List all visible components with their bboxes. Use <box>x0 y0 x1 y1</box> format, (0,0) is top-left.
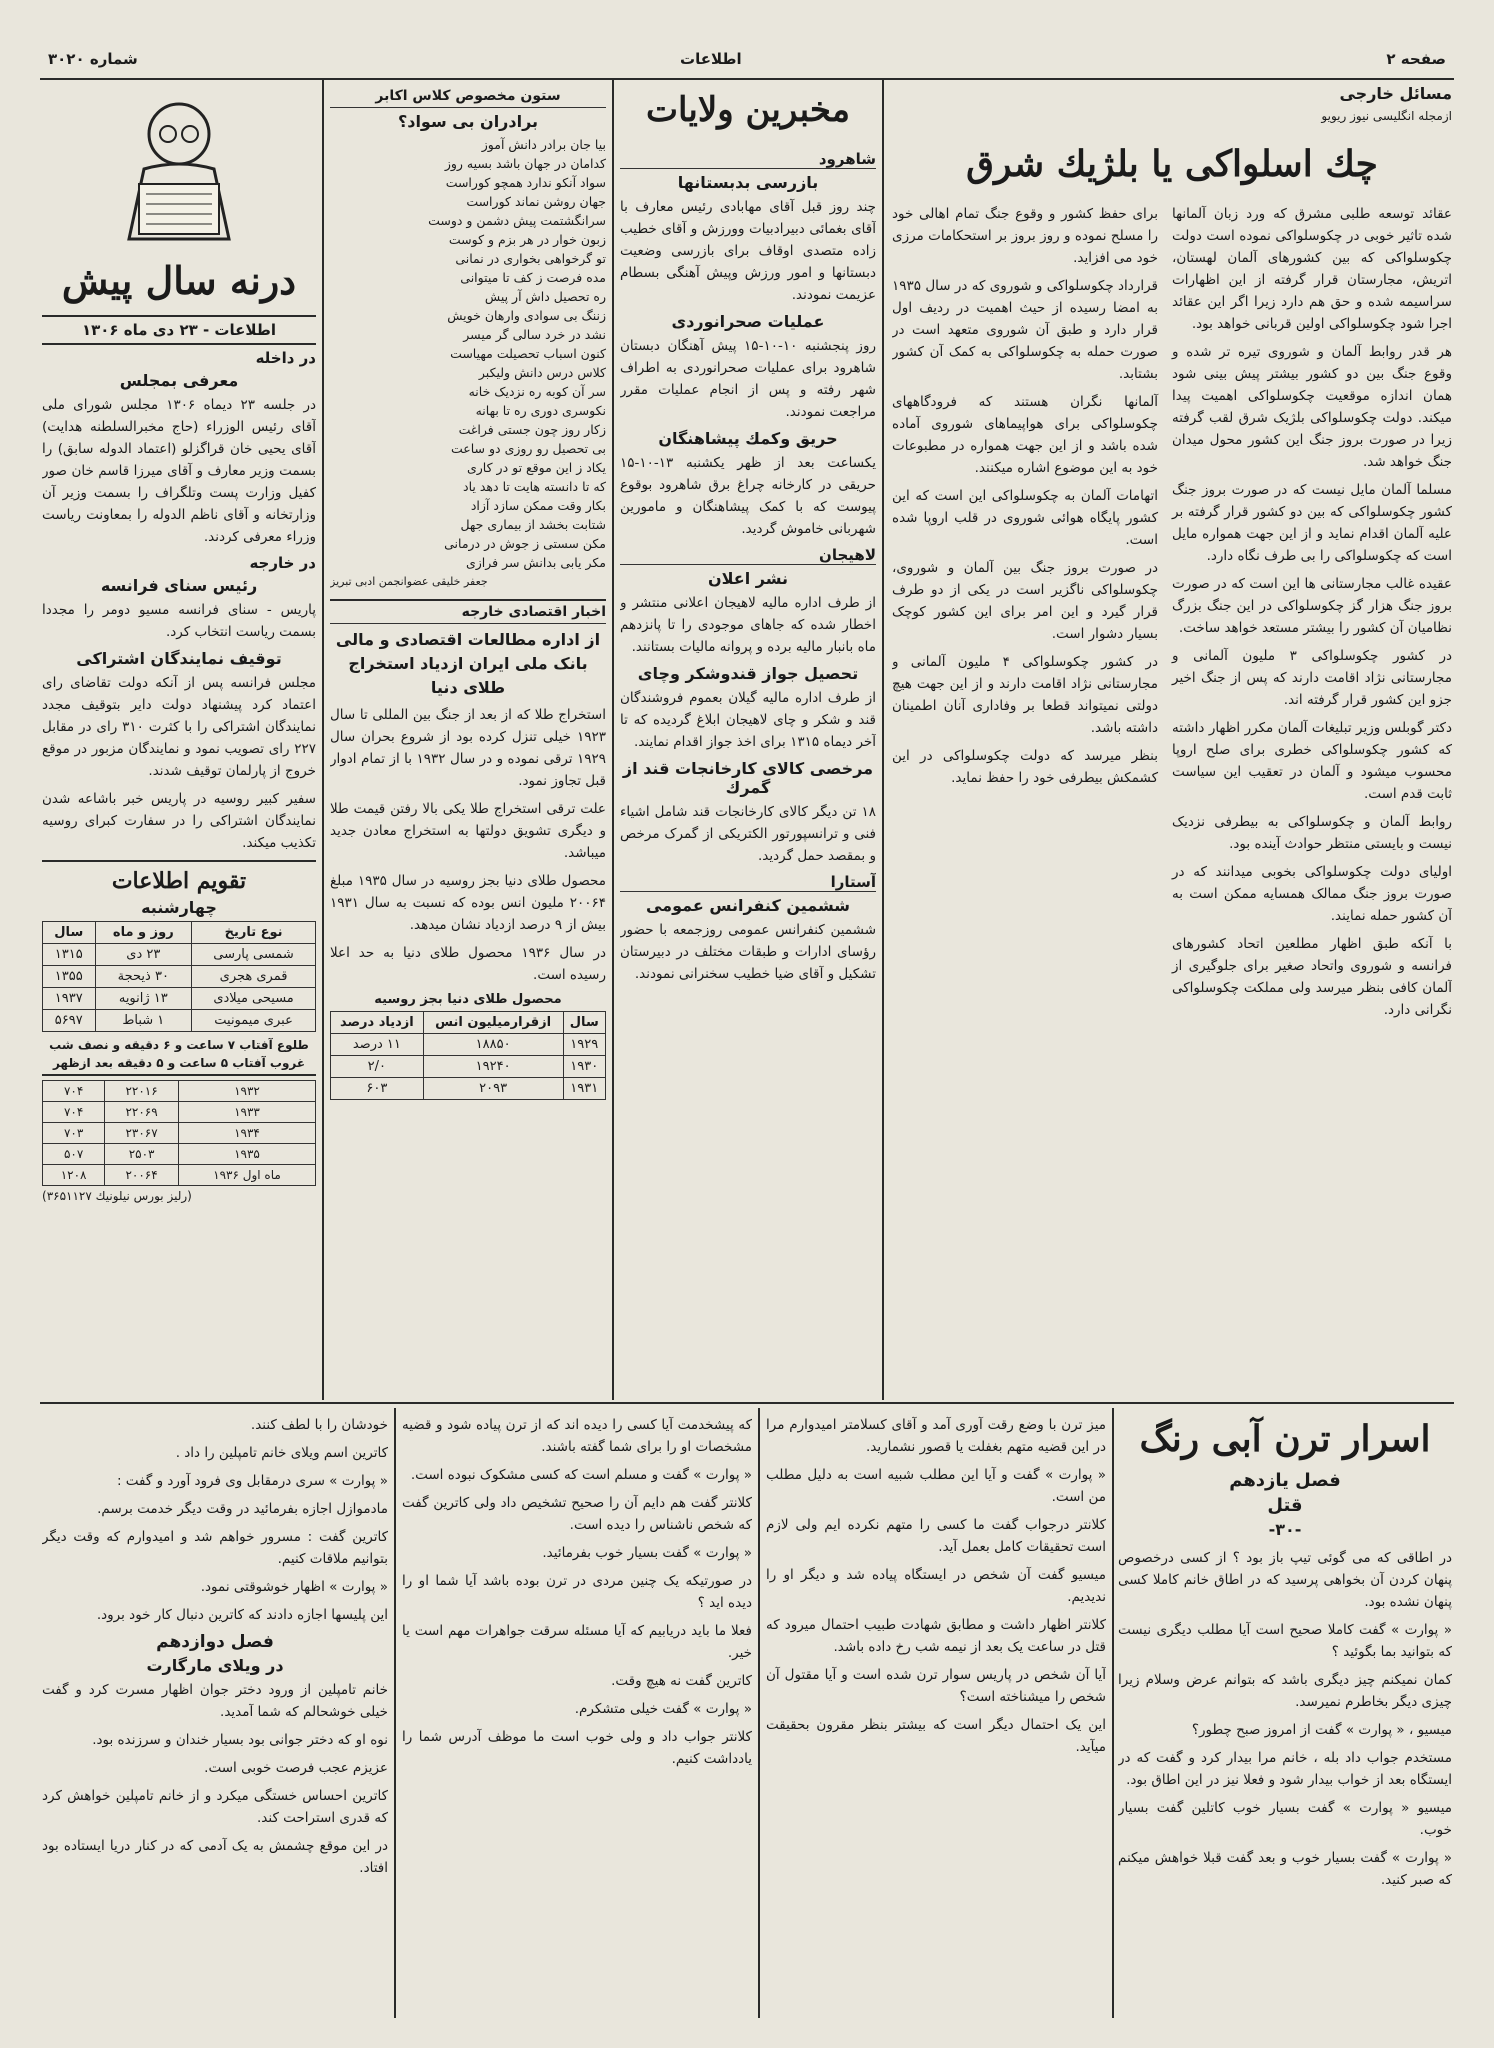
paragraph: اتهامات آلمان به چکوسلواکی این است که این کشور پایگاه هوائی شوروی در قلب اروپا شده است. <box>892 488 1158 548</box>
paragraph: بنظر میرسد که دولت چکوسلواکی در این کشمکش بیطرفی خود را حفظ نماید. <box>892 748 1158 786</box>
article-body-left <box>892 203 1158 1027</box>
gold-table <box>330 1011 606 1100</box>
paragraph: میز ترن با وضع رقت آوری آمد و آقای کسلامتر امیدوارم مرا در این قضیه متهم بغفلت یا قصور نشمارید. <box>766 1417 1106 1455</box>
sunset-line: غروب آفتاب ۵ ساعت و ۵ دقیقه بعد ازظهر <box>42 1056 316 1076</box>
poem-line: زبون خوار در هر بزم و کوست <box>448 232 606 247</box>
paragraph: عقیده غالب مجارستانی ها این است که در صورت بروز جنگ هزار گز چکوسلواکی در این جنگ بزرگ نظامیان آن کشور را بیشتر مستعد خواهد ساخت. <box>1172 576 1452 636</box>
column-title: ستون مخصوص کلاس اکابر <box>330 88 606 108</box>
cell: ۲/۰ <box>331 1056 424 1078</box>
table-row <box>331 1078 606 1100</box>
cell: ۷۰۴ <box>43 1081 105 1102</box>
poem-line: یکاد ز این موقع تو در کاری <box>466 460 606 475</box>
section-heading: در داخله <box>255 349 316 367</box>
poem-line: کلاس درس دانش ولیکبر <box>478 365 606 380</box>
paragraph: هر قدر روابط آلمان و شوروی تیره تر شده و وقوع جنگ بین دو کشور بیشتر پیش بینی شود همان اندازه موقعیت چکوسلواکی اهمیت پیدا میکند. دولت چکوسلواکی بلژیک شرق لقب گرفته زیرا در صورت بروز جنگ این کشور محول میدان جنگ خواهد شد. <box>1172 344 1452 470</box>
poem-line: تو گرخواهی بخواری در نمانی <box>455 251 606 266</box>
paragraph: فعلا ما باید دریابیم که آیا مسئله سرقت جواهرات مهم است یا خیر. <box>402 1623 752 1661</box>
cell: ۲۳ دی <box>95 944 192 966</box>
paragraph: با آنکه طبق اظهار مطلعین اتحاد کشورهای فرانسه و شوروی واتحاد صغیر برای جلوگیری از آلمان کافی بنظر میرسد ولی مملکت چکوسلواکی نگرانی دارد. <box>1172 936 1452 1018</box>
cell: ۷۰۴ <box>43 1102 105 1123</box>
news-heading: حریق وکمك پیشاهنگان <box>658 429 838 448</box>
paragraph: کلانتر اظهار داشت و مطابق شهادت طبیب احتمال میرود که قتل در ساعت یک بعد از نیمه شب رخ داده باشد. <box>766 1617 1106 1655</box>
paragraph: خودشان را با لطف کنند. <box>250 1417 388 1433</box>
chapter-label: فصل یازدهم <box>1229 1470 1341 1491</box>
paragraph: علت ترقی استخراج طلا یکی بالا رفتن قیمت طلا و دیگری تشویق دولتها به استخراج معادن جدید میباشد. <box>330 801 606 861</box>
econ-title: از اداره مطالعات اقتصادی و مالی بانک ملی ایران ازدیاد استخراج طلای دنیا <box>335 630 601 697</box>
cell: ۵۶۹۷ <box>43 1010 96 1032</box>
poem-line: بکار وقت ممکن سازد آزاد <box>470 498 606 513</box>
paragraph: روابط آلمان و چکوسلواکی به بیطرفی نزدیک نیست و بایستی منتظر حوادث آینده بود. <box>1172 814 1452 852</box>
paragraph: در این موقع چشمش به یک آدمی که در کنار دریا ایستاده بود افتاد. <box>42 1838 388 1876</box>
paragraph: دکتر گوبلس وزیر تبلیغات آلمان مکرر اظهار داشته که کشور چکوسلواکی خطری برای صلح اروپا محسوب میشود و آلمان در تعقیب این سیاست ثابت قدم است. <box>1172 720 1452 802</box>
poem-line: زننگ بی سوادی وارهان خویش <box>447 308 606 323</box>
section-label: مسائل خارجی <box>1339 84 1452 103</box>
poem-line: سر آن کوبه ره نزدیک خانه <box>468 384 606 399</box>
installment-number: -۳۰- <box>1268 1520 1302 1539</box>
cell: ۱۸۸۵۰ <box>423 1034 563 1056</box>
poem-line: که تا دانسته هایت تا دهد یاد <box>463 479 606 494</box>
news-heading: مرخصی کالای کارخانجات قند از گمرك <box>622 759 874 797</box>
cell: ۳۰ ذیحجة <box>95 966 192 988</box>
paragraph: کلانتر درجواب گفت ما کسی را متهم نکرده ایم ولی لازم است تحقیقات کامل بعمل آید. <box>766 1517 1106 1555</box>
paragraph: آیا آن شخص در پاریس سوار ترن شده است و آیا مقتول آن شخص را میشناخته است؟ <box>766 1667 1106 1705</box>
poem-line: نکوسری دوری ره تا بهانه <box>475 403 606 418</box>
table-row <box>43 1102 316 1123</box>
paragraph: از طرف اداره مالیه لاهیجان اعلانی منتشر و اخطار شده که جاهای موجودی را تا پانزدهم ماه بانبار مالیه برده و پروانه مالیات بستانند. <box>620 595 876 655</box>
paragraph: در اطاقی که می گوئی تیپ باز بود ؟ از کسی درخصوص پنهان کردن آن بخواهی پرسید که در اطاق خانم کاملا کسی پنهان نشده بود. <box>1118 1550 1452 1610</box>
paragraph: کاترین احساس خستگی میکرد و از خانم تامپلین خواهش کرد که قدری استراحت کند. <box>42 1788 388 1826</box>
header-cell: نوع تاریخ <box>192 922 316 944</box>
news-heading: ششمین کنفرانس عمومی <box>645 896 850 915</box>
paragraph: « پوارت » گفت خیلی متشکرم. <box>574 1701 752 1717</box>
issue-number: شماره ۳۰۲۰ <box>48 50 138 68</box>
paragraph: « پوارت » اظهار خوشوقتی نمود. <box>200 1579 388 1595</box>
header-cell: روز و ماه <box>95 922 192 944</box>
cell: عبری میمونیت <box>192 1010 316 1032</box>
cell: ۱۹۳۲ <box>178 1081 315 1102</box>
serial-col-4 <box>42 1414 388 2016</box>
poem-line: جهان روشن نماند کوراست <box>466 194 606 209</box>
poem-line: سرانگشتمت پیش دشمن و دوست <box>428 213 606 228</box>
paragraph: محصول طلای دنیا بجز روسیه در سال ۱۹۳۵ مبلغ ۲۰۰۶۴ ملیون انس بوده که نسبت به سال ۱۹۳۱ بیش از ۹ درصد ازدیاد نشان میدهد. <box>330 873 606 933</box>
table-row <box>331 1056 606 1078</box>
econ-label: اخبار اقتصادی خارجه <box>330 599 606 624</box>
paragraph: « پوارت » سری درمقابل وی فرود آورد و گفت : <box>116 1473 388 1489</box>
foreign-affairs-column <box>892 84 1452 1394</box>
provinces-column <box>620 84 876 1394</box>
paragraph: میسیو گفت آن شخص در ایستگاه پیاده شد و دیگر او را ندیدیم. <box>766 1567 1106 1605</box>
cell: ۲۳۰۶۷ <box>105 1123 179 1144</box>
news-heading: رئیس سنای فرانسه <box>100 576 258 595</box>
poem-author: جعفر خلیقی عضوانجمن ادبی تبریز <box>330 575 488 588</box>
news-heading: نشر اعلان <box>707 569 789 588</box>
poem-line: زکار روز چون جستی فراغت <box>458 422 606 437</box>
classes-column <box>330 84 606 1394</box>
cell: ۲۲۰۱۶ <box>105 1081 179 1102</box>
poem-line: مده فرصت ز کف تا میتوانی <box>460 270 606 285</box>
header-cell: سال <box>563 1012 605 1034</box>
serial-col-3 <box>402 1414 752 2016</box>
cell: ماه اول ۱۹۳۶ <box>178 1165 315 1186</box>
cell: ۱۳۱۵ <box>43 944 96 966</box>
paragraph: خانم تامپلین از ورود دختر جوان اظهار مسرت کرد و گفت خیلی خوشحالم که شما آمدید. <box>42 1682 388 1720</box>
paragraph: ششمین کنفرانس عمومی روزجمعه با حضور رؤسای ادارات و طبقات مختلف در دبیرستان تشکیل و آقای ضیا خطیب سخنرانی نمودند. <box>620 922 876 982</box>
poem-line: سواد آنکو ندارد همچو کوراست <box>445 175 606 190</box>
cell: ۱۹۲۴۰ <box>423 1056 563 1078</box>
city-heading: لاهیجان <box>620 546 876 565</box>
stock-table <box>42 1080 316 1186</box>
serial-col-2 <box>766 1414 1106 2016</box>
news-heading: عملیات صحرانوردی <box>671 312 825 331</box>
paragraph: پاریس - سنای فرانسه مسیو دومر را مجددا بسمت ریاست انتخاب کرد. <box>42 602 316 640</box>
cell: ۲۰۰۶۴ <box>105 1165 179 1186</box>
paragraph: استخراج طلا که از بعد از جنگ بین المللی تا سال ۱۹۲۳ خیلی تنزل کرده بود از شروع بحران سال ۱۹۲۹ ترقی نموده و در سال ۱۹۳۲ با از تمام ادوار قبل تجاوز نمود. <box>330 707 606 789</box>
paragraph: کاترین اسم ویلای خانم تامپلین را داد . <box>175 1445 388 1461</box>
cell: شمسی پارسی <box>192 944 316 966</box>
cell: ۷۰۳ <box>43 1123 105 1144</box>
cell: ۱۹۳۳ <box>178 1102 315 1123</box>
poem-line: مکن سستی ز جوش در درمانی <box>444 536 606 551</box>
paragraph: چند روز قبل آقای مهابادی رئیس معارف با آقای بغمائی دبیرادبیات وورزش و آقای خطیب زاده متصدی اوقاف برای بازرسی وضعیت دبستانها و امور ورزش وپیش آهنگی بسطام عزیمت نمودند. <box>620 199 876 303</box>
paragraph: کمان نمیکنم چیز دیگری باشد که بتوانم عرض وسلام زیرا چیزی دیگر بخاطرم نمیرسد. <box>1118 1672 1452 1710</box>
city-heading: شاهرود <box>620 150 876 169</box>
paragraph: « پوارت » گفت بسیار خوب و بعد گفت قبلا خواهش میکنم که صبر کنید. <box>1118 1850 1452 1888</box>
serial-col-1 <box>1118 1410 1452 2016</box>
paragraph: « پوارت » گفت و مسلم است که کسی مشکوک نبوده است. <box>410 1467 752 1483</box>
cell: ۱ شباط <box>95 1010 192 1032</box>
source-line: ازمجله انگلیسی نیوز ریویو <box>1321 109 1452 123</box>
paragraph: از طرف اداره مالیه گیلان بعموم فروشندگان قند و شکر و چای لاهیجان ابلاغ گردیده که تا آخر دیماه ۱۳۱۵ برای اخذ جواز اقدام نمایند. <box>620 690 876 750</box>
paragraph: مسلما آلمان مایل نیست که در صورت بروز جنگ کشور چکوسلواکی که بین دو کشور قرار گرفته بر علیه آلمان اقدام نماید و از این جهت همواره مایل است که چکوسلواکی را بی طرف نگاه دارد. <box>1172 482 1452 564</box>
cell: ۶۰۳ <box>331 1078 424 1100</box>
cell: ۱۹۳۵ <box>178 1144 315 1165</box>
paragraph: کلانتر جواب داد و ولی خوب است ما موظف آدرس شما را یادداشت کنیم. <box>402 1729 752 1767</box>
cell: ۱۹۳۷ <box>43 988 96 1010</box>
cell: ۱۹۳۰ <box>563 1056 605 1078</box>
table-row <box>43 1010 316 1032</box>
cell: ۱۹۲۹ <box>563 1034 605 1056</box>
paragraph: میسیو « پوارت » گفت بسیار خوب کاتلین گفت بسیار خوب. <box>1118 1800 1452 1838</box>
paragraph: کاترین گفت نه هیچ وقت. <box>611 1673 752 1689</box>
serial-title: اسرار ترن آبی رنگ <box>1139 1418 1431 1460</box>
weekday: چهارشنبه <box>141 898 217 917</box>
article-headline: چك اسلواكی یا بلژیك شرق <box>966 143 1378 185</box>
table-row <box>43 1165 316 1186</box>
page-number: صفحه ۲ <box>1386 50 1446 68</box>
cell: قمری هجری <box>192 966 316 988</box>
paragraph: ۱۸ تن دیگر کالای کارخانجات قند شامل اشیاء فنی و ترانسپورتور الکتریکی از گمرک مرخص و بمقصد حمل گردید. <box>620 804 876 864</box>
sunrise-line: طلوع آفتاب ۷ ساعت و ۶ دقیقه و نصف شب <box>49 1038 309 1052</box>
paragraph: در صورت بروز جنگ بین آلمان و شوروی، چکوسلواکی ناگزیر است در یکی از دو طرف قرار گیرد و این امر برای این کشور کوچک بسیار دشوار است. <box>892 560 1158 642</box>
paragraph: در سال ۱۹۳۶ محصول طلای دنیا به حد اعلا رسیده است. <box>330 945 606 983</box>
poem-line: کدامان در جهان باشد بسیه روز <box>444 156 606 171</box>
poem-line: بیا جان برادر دانش آموز <box>481 137 606 152</box>
poem-line: نشد در خرد سالی گر میسر <box>463 327 606 342</box>
provinces-title: مخبرین ولایات <box>646 90 850 130</box>
reader-illustration <box>42 84 316 254</box>
paragraph: این پلیسها اجازه دادند که کاترین دنبال کار خود برود. <box>96 1607 388 1623</box>
column-title: درنه سال پیش <box>61 258 297 303</box>
paragraph: یکساعت بعد از ظهر یکشنبه ۱۳-۱۰-۱۵ حریقی در کارخانه چراغ برق شاهرود بوقوع پیوست که با کمک پیشاهنگان و مامورین شهربانی خاموش گردید. <box>620 455 876 537</box>
poem-line: بی تحصیل رو روزی دو ساعت <box>451 441 606 456</box>
paragraph: سفیر کبیر روسیه در پاریس خبر باشاعه شدن نمایندگان اشتراکی را در سفارت کبرای روسیه تکذیب میکند. <box>42 791 316 851</box>
paragraph: آلمانها نگران هستند که فرودگاههای چکوسلواکی برای هواپیماهای شوروی آماده شده باشد و از این جهت همواره در مطبوعات خود به این موضوع اشاره میکنند. <box>892 394 1158 476</box>
cell: ۲۰۹۳ <box>423 1078 563 1100</box>
cell: ۲۲۰۶۹ <box>105 1102 179 1123</box>
section-heading: در خارجه <box>249 554 316 572</box>
paragraph: در جلسه ۲۳ دیماه ۱۳۰۶ مجلس شورای ملی آقای رئیس الوزراء (حاج مخبرالسلطنه هدایت) آقای یحیی خان قراگزلو (اعتماد الدوله سابق) را بسمت وزیر معارف و آقای میرزا قاسم خان صور کفیل وزارت پست وتلگراف را بسمت وزیر آن وزارتخانه و آقای ناظم الدوله را بمعاونت ریاست وزراء معرفی کردند. <box>42 397 316 545</box>
table-row <box>43 1123 316 1144</box>
news-heading: بازرسی بدبستانها <box>677 173 819 192</box>
poem-title: برادران بی سواد؟ <box>397 112 539 131</box>
poem-line: کنون اسباب تحصیلت مهیاست <box>450 346 606 361</box>
paragraph: « پوارت » گفت بسیار خوب بفرمائید. <box>542 1545 752 1561</box>
paper-name: اطلاعات <box>680 50 742 68</box>
paragraph: برای حفظ کشور و وقوع جنگ تمام اهالی خود را مسلح نموده و روز بروز بر استحکامات مرزی خود می افزاید. <box>892 206 1158 266</box>
table-row <box>43 988 316 1010</box>
poem-line: مکر یابی بدانش سر فرازی <box>465 555 606 570</box>
table-row <box>43 1081 316 1102</box>
paragraph: نوه او که دختر جوانی بود بسیار خندان و سرزنده بود. <box>92 1732 388 1748</box>
cell: ۱۹۳۱ <box>563 1078 605 1100</box>
table-header-row <box>331 1012 606 1034</box>
paragraph: قرارداد چکوسلواکی و شوروی که در سال ۱۹۳۵ به امضا رسیده از حیث اهمیت در ردیف اول قرار دارد و طبق آن شوروی متعهد است در صورت حمله به چکوسلواکی به کمک آن کشور بشتابد. <box>892 278 1158 382</box>
paragraph: مستخدم جواب داد بله ، خانم مرا بیدار کرد و گفت که در ایستگاه بعد از خواب بیدار شود و فعلا نیز در این اطاق بود. <box>1118 1750 1452 1788</box>
table-header-row <box>43 922 316 944</box>
news-heading: معرفی بمجلس <box>119 371 239 390</box>
paragraph: « پوارت » گفت و آیا این مطلب شبیه است به دلیل مطلب من است. <box>766 1467 1106 1505</box>
cell: ۱۲۰۸ <box>43 1165 105 1186</box>
header-cell: ازدیاد درصد <box>331 1012 424 1034</box>
paragraph: میسیو ، « پوارت » گفت از امروز صبح چطور؟ <box>1191 1722 1452 1738</box>
table-row <box>43 944 316 966</box>
poem <box>330 135 606 591</box>
table-row <box>43 966 316 988</box>
paragraph: اولیای دولت چکوسلواکی بخوبی میدانند که در صورت بروز جنگ ممالک همسایه ممکن است به آن کشور حمله نمایند. <box>1172 864 1452 924</box>
chapter-label: فصل دوازدهم <box>156 1632 274 1652</box>
chapter-subtitle: در ویلای مارگارت <box>146 1656 284 1675</box>
paragraph: مجلس فرانسه پس از آنکه دولت تقاضای رای اعتماد کرد پیشنهاد دولت دایر بتوقیف مجدد نمایندگان اشتراکی را با کثرت ۳۱۰ رای در مقابل ۲۲۷ رای تصویب نمود و نمایندگان مزبور در موقع خروج از پارلمان توقیف شدند. <box>42 675 316 779</box>
poem-line: ره تحصیل داش آر پیش <box>484 289 606 304</box>
poem-line: شتابت بخشد از بیماری جهل <box>460 517 606 532</box>
nine-years-ago-column <box>42 84 316 1394</box>
date-line: اطلاعات - ۲۳ دی ماه ۱۳۰۶ <box>42 315 316 345</box>
paragraph: عزیزم عجب فرصت خوبی است. <box>204 1760 388 1776</box>
news-heading: تحصیل جواز قندوشکر وچای <box>637 664 859 683</box>
paragraph: عقائد توسعه طلبی مشرق که ورد زبان آلمانها شده تاثیر خوبی در چکوسلواکی نموده است دولت چکوسلواکی که بین کشورهای آلمان لهستان، اتریش، مجارستان قرار گرفته از این اظهارات سراسیمه شده و حق هم دارد زیرا اگر این عقائد اجرا شود چکوسلواکی اولین قربانی خواهد بود. <box>1172 206 1452 332</box>
article-body-right <box>1172 203 1452 1027</box>
paragraph: « پوارت » گفت کاملا صحیح است آیا مطلب دیگری نیست که بتوانید بما بگوئید ؟ <box>1118 1622 1452 1660</box>
cell: ۲۵۰۳ <box>105 1144 179 1165</box>
paragraph: کاترین گفت : مسرور خواهم شد و امیدوارم که وقت دیگر بتوانیم ملاقات کنیم. <box>42 1529 388 1567</box>
header-cell: ازقرارمیلیون انس <box>423 1012 563 1034</box>
city-heading: آستارا <box>620 873 876 892</box>
paragraph: در کشور چکوسلواکی ۳ ملیون آلمانی و مجارستانی نژاد اقامت دارند که پس از جنگ اخیر جزو این کشور قرار گرفته اند. <box>1172 648 1452 708</box>
cell: ۵۰۷ <box>43 1144 105 1165</box>
table-row <box>331 1034 606 1056</box>
table-row <box>43 1144 316 1165</box>
cell: ۱۹۳۴ <box>178 1123 315 1144</box>
paragraph: کلانتر گفت هم دایم آن را صحیح تشخیص داد ولی کاترین گفت که شخص ناشناس را دیده است. <box>402 1495 752 1533</box>
cell: مسیحی میلادی <box>192 988 316 1010</box>
paragraph: در کشور چکوسلواکی ۴ ملیون آلمانی و مجارستانی نژاد اقامت دارند و از این جهت هیچ دولتی نمیتواند قطعا بر وفاداری آنان اطمینان داشته باشد. <box>892 654 1158 736</box>
gold-table-title: محصول طلای دنیا بجز روسیه <box>374 992 562 1007</box>
paragraph: که پیشخدمت آیا کسی را دیده اند که از ترن پیاده شود و قضیه مشخصات او را برای شما گفته باشند. <box>402 1417 752 1455</box>
cell: ۱۳۵۵ <box>43 966 96 988</box>
calendar-title: تقویم اطلاعات <box>42 860 316 894</box>
news-heading: توقیف نمایندگان اشتراکی <box>76 649 282 668</box>
paragraph: در صورتیکه یک چنین مردی در ترن بوده باشد آیا شما او را دیده اید ؟ <box>402 1573 752 1611</box>
chapter-subtitle: قتل <box>1267 1495 1303 1516</box>
paragraph: این یک احتمال دیگر است که بیشتر بنظر مقرون بحقیقت میآید. <box>766 1717 1106 1755</box>
cell: ۱۳ ژانویه <box>95 988 192 1010</box>
paragraph: روز پنجشنبه ۱۰-۱۰-۱۵ پیش آهنگان دبستان شاهرود برای عملیات صحرانوردی به اطراف شهر رفته و پس از انجام عملیات مقرر مراجعت نمودند. <box>620 338 876 420</box>
calendar-table <box>42 921 316 1032</box>
reader-icon <box>104 89 254 249</box>
cell: ۱۱ درصد <box>331 1034 424 1056</box>
header-cell: سال <box>43 922 96 944</box>
page-header <box>40 44 1454 80</box>
table-footer: (رلیز بورس نیلونیك ۳۶۵۱۱۲۷) <box>42 1189 192 1203</box>
paragraph: مادموازل اجازه بفرمائید در وقت دیگر خدمت برسم. <box>97 1501 388 1517</box>
